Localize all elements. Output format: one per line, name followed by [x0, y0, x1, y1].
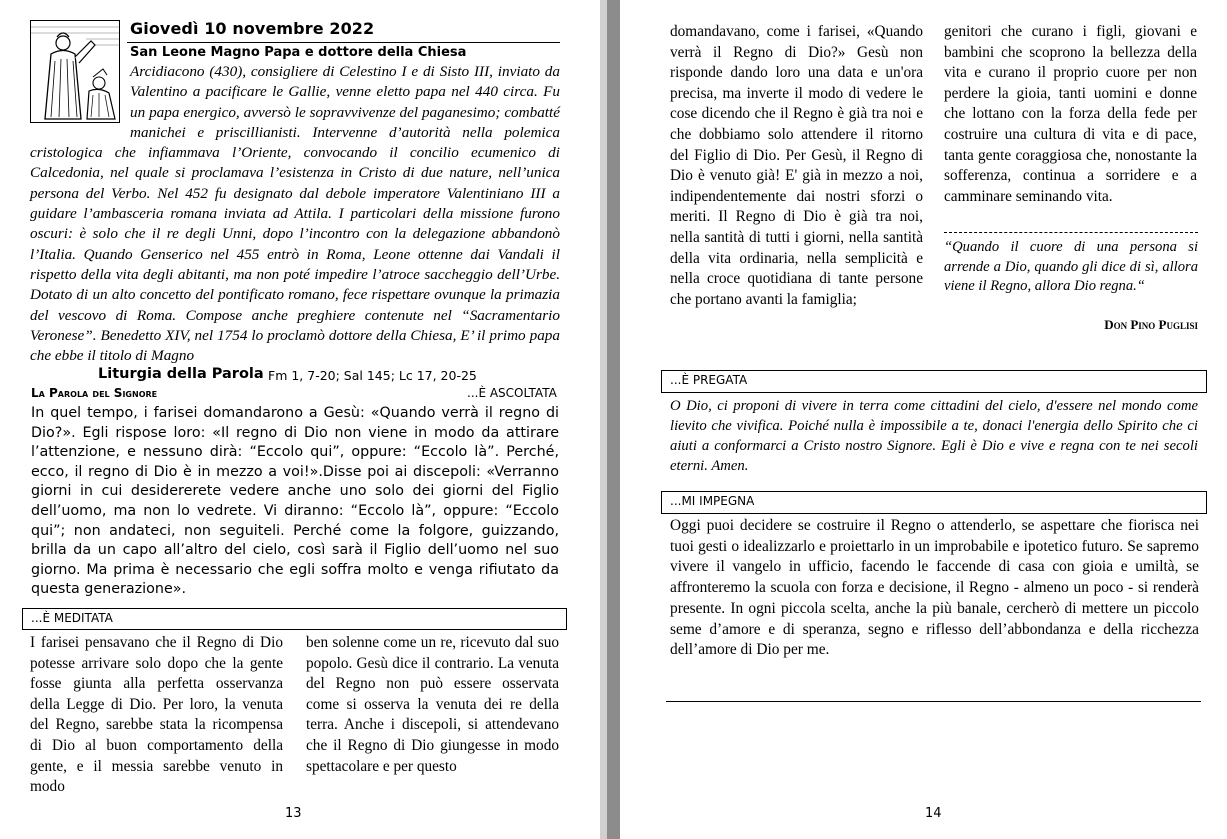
meditata-col1: I farisei pensavano che il Regno di Dio potesse arrivare solo dopo che la gente fosse giunta alla perfetta osservanza della Legge di Dio. Per loro, la venuta del Regno, sarebbe stata la ricompensa di Dio al buon comportamento della gente, e il messia sarebbe venuto in modo: [30, 634, 283, 796]
quote-rule: [944, 232, 1198, 233]
right-col1: domandavano, come i farisei, «Quando verrà il Regno di Dio?» Gesù non risponde dando loro una data e un'ora precisa, ma inverte il modo di vedere le cose dicendo che il Regno è già tra noi e che dobbiamo solo attendere il ritorno del Figlio di Dio. Per Gesù, il Regno di Dio è venuto già! E' già in mezzo a noi, indipendentemente dai nostri sforzi o meriti. Il Regno di Dio è già tra noi, nella santità di tutti i giorni, nella santità della vita ordinaria, nella semplicità e nella croce quotidiana di tante persone che portano avanti la famiglia;: [670, 23, 923, 308]
quote: “Quando il cuore di una persona si arrende a Dio, quando gli dice di sì, allora viene il Regno, allora Dio regna.“: [944, 239, 1198, 295]
saint-bio-text: Arcidiacono (430), consigliere di Celestino I e di Sisto III, inviato da Valentino a pacificare le Gallie, venne eletto papa nel 440 circa. Fu un papa energico, avversò le sopravvivenze del paganesimo; combatté manichei e priscillianisti. Intervenne d’autorità nella polemica cristologica che infiammava l’Oriente, convocando il concilio ecumenico di Calcedonia, nel quale si proclamava l’esistenza in Cristo di due nature, nell’unica persona del Verbo. Nel 452 fu designato dal debole imperatore Valentiniano III a guidare l’ambasceria romana inviata ad Attila. I particolari della missione furono oscuri: è solo che il re degli Unni, dopo l’incontro con la delegazione abbandonò l’Italia. Quando Genserico nel 455 entrò in Roma, Leone ottenne dai Vandali il rispetto della vita degli abitanti, ma non poté impedire l’atroce saccheggio dell’Urbe. Dotato di un alto concetto del pontificato romano, fece rispettare ovunque la primazia del vescovo di Roma. Compose anche preghiere contenute nel “Sacramentario Veronese”. Benedetto XIV, nel 1754 lo proclamò dottore della Chiesa, E’ il primo papa che ebbe il titolo di Magno: [30, 63, 560, 365]
impegna-label: ...MI IMPEGNA: [670, 494, 755, 508]
date-title: Giovedì 10 novembre 2022: [130, 19, 375, 38]
impegna-header: [661, 491, 1207, 514]
parola-label: La Parola del Signore: [31, 386, 158, 400]
page-number-left: 13: [285, 806, 302, 821]
meditata-col2: ben solenne come un re, ricevuto dal suo popolo. Gesù dice il contrario. La venuta del Regno non può essere osservata come si osserva la venuta dei re della terra. Anche i discepoli, si attendevano che il Regno di Dio giungesse in modo spettacolare e per questo: [306, 634, 559, 775]
gutter-shadow: [600, 0, 607, 839]
title-rule: [127, 42, 560, 43]
commitment-text: Oggi puoi decidere se costruire il Regno o attenderlo, se aspettare che fiorisca nei tuoi gesti o idealizzarlo e proiettarlo in un improbabile e ipotetico futuro. Se sapremo vivere il vangelo in ufficio, facendo le faccende di casa con gioia e umiltà, se affronteremo la scuola con forza e decisione, il Regno - almeno un poco - si renderà presente. In ogni piccola scelta, anche la più banale, cercherò di mettere un piccolo seme d’amore e di speranza, segno e riflesso dell’abbondanza e della ricchezza dell’amore di Dio per me.: [670, 517, 1199, 659]
prayer-text: O Dio, ci proponi di vivere in terra come cittadini del cielo, d'essere nel mondo come lievito che vivifica. Poiché nulla è impossibile a te, donaci l'energia dello Spirito che ci aiuti a conformarci a Cristo nostro Signore. Egli è Dio e vive e regna con te nei secoli eterni. Amen.: [670, 398, 1198, 474]
closing-rule: [666, 701, 1201, 702]
page-number-right: 14: [925, 806, 942, 821]
saint-bio: [30, 62, 560, 366]
gospel-text: In quel tempo, i farisei domandarono a Gesù: «Quando verrà il regno di Dio?». Egli rispose loro: «Il regno di Dio non viene in modo da attirare l’attenzione, e nessuno dirà: “Eccolo qui”, oppure: “Eccolo là”. Perché, ecco, il regno di Dio è in mezzo a voi!».Disse poi ai discepoli: «Verranno giorni in cui desidererete vedere anche uno solo dei giorni del Figlio dell’uomo, ma non lo vedrete. Vi diranno: “Eccolo là”, oppure: “Eccolo qui”; non andateci, non seguiteli. Perché come la folgore, guizzando, brilla da un capo all’altro del cielo, così sarà il Figlio dell’uomo nel suo giorno. Ma prima è necessario che egli soffra molto e venga rifiutato da questa generazione».: [31, 405, 559, 598]
meditata-header: [22, 608, 567, 630]
liturgy-refs: Fm 1, 7-20; Sal 145; Lc 17, 20-25: [268, 368, 477, 383]
pregata-label: ...È PREGATA: [670, 373, 748, 387]
page-gutter: [607, 0, 620, 839]
meditata-label: ...È MEDITATA: [31, 611, 113, 625]
saint-title: San Leone Magno Papa e dottore della Chiesa: [130, 45, 467, 60]
pregata-header: [661, 370, 1207, 393]
quote-author: Don Pino Puglisi: [1104, 317, 1198, 332]
bio-float-spacer: [30, 62, 130, 123]
right-col2: genitori che curano i figli, giovani e bambini che scoprono la bellezza della vita e curano il proprio cuore per non perdere la gioia, tanti uomini e donne che lottano con la forza della fede per costruire una cultura di vita e di pace, tanta gente coraggiosa che, nonostante la sofferenza, continua a sorridere e a camminare seminando vita.: [944, 23, 1197, 205]
liturgy-title: Liturgia della Parola: [98, 366, 264, 382]
ascoltata-label: ...È ASCOLTATA: [467, 386, 557, 400]
